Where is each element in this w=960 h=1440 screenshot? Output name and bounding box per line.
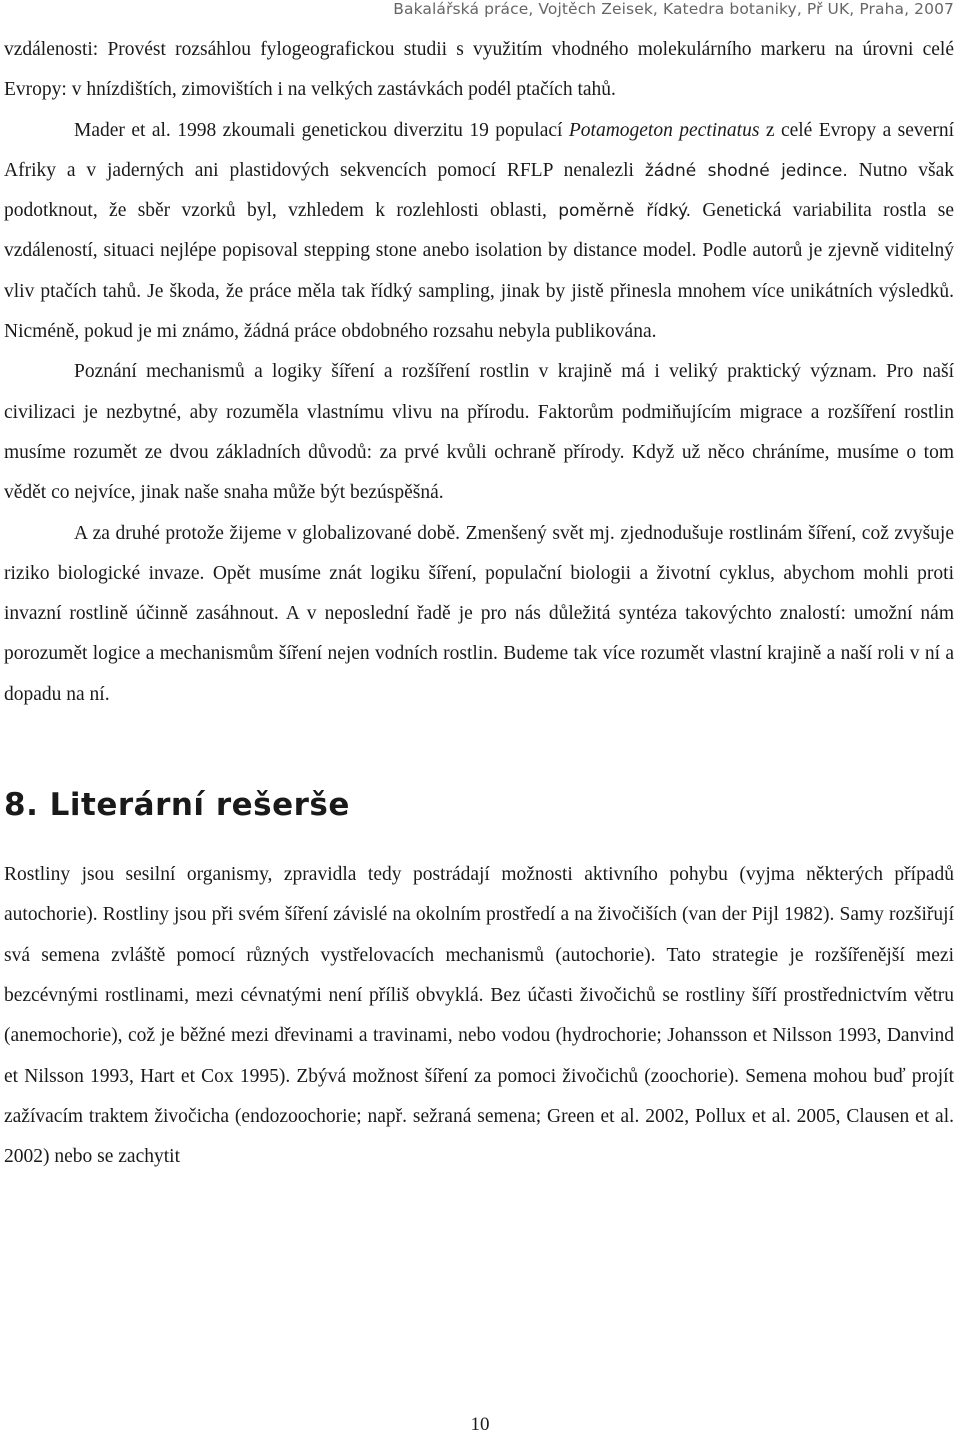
section-gap bbox=[4, 715, 954, 755]
text-run: žádné shodné jedince. bbox=[644, 160, 848, 181]
paragraph-literature: Rostliny jsou sesilní organismy, zpravidla tedy postrádají možnosti aktivního pohybu (vyjma některých případů autochorie). Rostliny jsou při svém šíření závislé na okolním prostředí a na živočiších (van der Pijl 1982). Samy rozšiřují svá semena zvláště pomocí různých vystřelovacích mechanismů (autochorie). Tato strategie je rozšířenější mezi bezcévnými rostlinami, mezi cévnatými není příliš obvyklá. Bez účasti živočichů se rostliny šíří prostřednictvím větru (anemochorie), což je běžné mezi dřevinami a travinami, nebo vodou (hydrochorie; Johansson et Nilsson 1993, Danvind et Nilsson 1993, Hart et Cox 1995). Zbývá možnost šíření za pomoci živočichů (zoochorie). Semena mohou buď projít zažívacím traktem živočicha (endozoochorie; např. sežraná semena; Green et al. 2002, Pollux et al. 2005, Clausen et al. 2002) nebo se zachytit bbox=[4, 864, 954, 1168]
paragraph-mader bbox=[4, 111, 954, 353]
page-number: 10 bbox=[470, 1414, 490, 1435]
section-heading: 8. Literární rešerše bbox=[4, 787, 350, 824]
species-name: Potamogeton pectinatus bbox=[568, 119, 760, 141]
text-run: Podle autorů je zjevně viditelný vliv ptačích tahů. Je škoda, že práce měla tak řídký sampling, jinak by jistě přinesla mnohem více unikátních výsledků. Nicméně, pokud je mi známo, žádná práce obdobného rozsahu nebyla publikována. bbox=[4, 240, 955, 343]
paragraph-globalization: A za druhé protože žijeme v globalizované době. Zmenšený svět mj. zjednodušuje rostlinám šíření, což zvyšuje riziko biologické invaze. Opět musíme znát logiku šíření, populační biologii a životní cyklus, abychom mohli proti invazní rostlině účinně zasáhnout. A v neposlední řadě je pro nás důležitá syntéza takovýchto znalostí: umožní nám porozumět logice a mechanismům šíření nejen vodních rostlin. Budeme tak více rozumět vlastní krajině a naší roli v ní a dopadu na ní. bbox=[4, 522, 954, 705]
text-run: Mader et al. 1998 zkoumali genetickou diverzitu 19 populací bbox=[74, 119, 569, 141]
text-run: z celé Evropy a severní Afriky a v jaderných ani plastidových sekvencích pomocí RFLP nenalezli bbox=[4, 119, 954, 181]
paragraph-continued: vzdálenosti: Provést rozsáhlou fylogeografickou studii s využitím vhodného molekulárního markeru na úrovni celé Evropy: v hnízdištích, zimovištích i na velkých zastávkách podél ptačích tahů. bbox=[4, 39, 954, 101]
document-body bbox=[4, 30, 954, 1177]
text-run: Nutno však podotknout, že sběr vzorků byl, vzhledem k rozlehlosti oblasti, bbox=[4, 159, 954, 222]
text-run: Genetická variabilita rostla se vzdáleností, situaci nejlépe popisoval stepping stone anebo isolation by distance model. bbox=[4, 200, 955, 262]
text-run: poměrně řídký. bbox=[558, 201, 692, 222]
paragraph-mechanisms: Poznání mechanismů a logiky šíření a rozšíření rostlin v krajině má i veliký praktický význam. Pro naší civilizaci je nezbytné, aby rozuměla vlastnímu vlivu na přírodu. Faktorům podmiňujícím migrace a rozšíření rostlin musíme rozumět ze dvou základních důvodů: za prvé kvůli ochraně přírody. Když už něco chráníme, musíme o tom vědět co nejvíce, jinak naše snaha může být bezúspěšná. bbox=[4, 361, 954, 504]
running-header: Bakalářská práce, Vojtěch Zeisek, Katedra botaniky, Př UK, Praha, 2007 bbox=[393, 0, 954, 18]
